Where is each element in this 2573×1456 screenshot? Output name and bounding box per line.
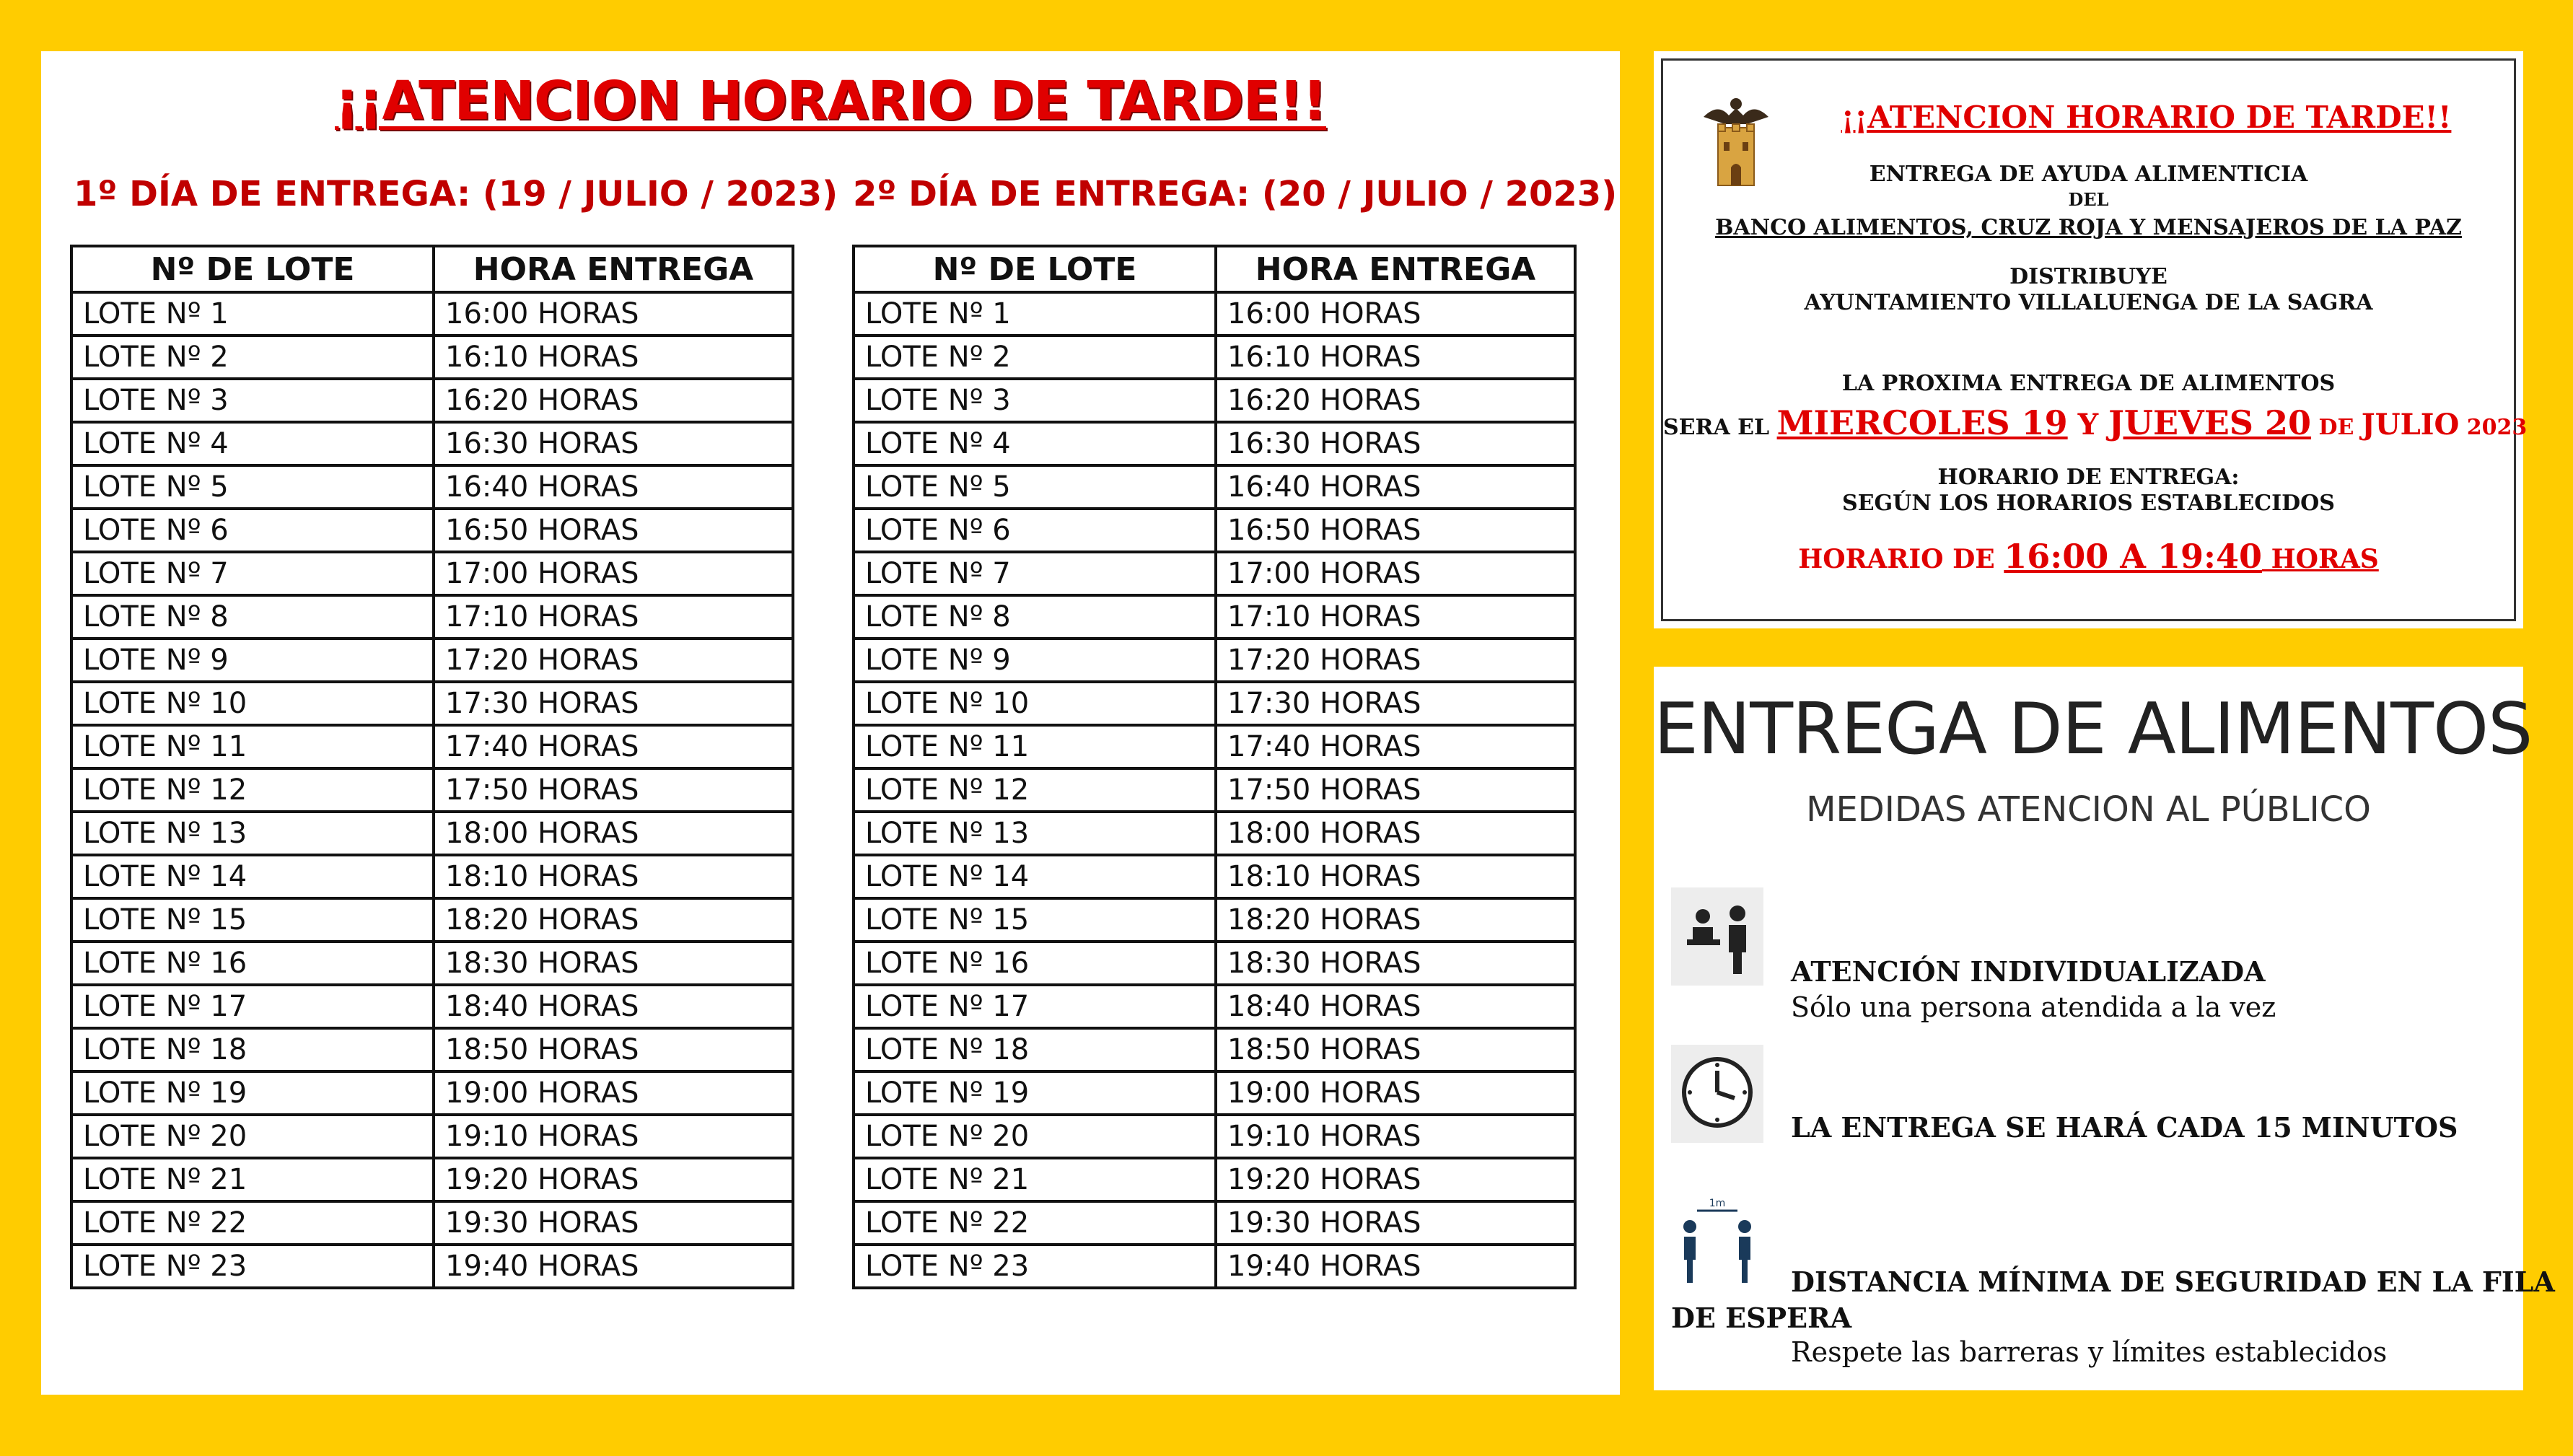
lote-cell: LOTE Nº 22 (854, 1201, 1216, 1245)
table-row (71, 812, 793, 855)
hora-cell: 19:30 HORAS (434, 1201, 793, 1245)
lote-cell: LOTE Nº 11 (71, 725, 434, 768)
lote-cell: LOTE Nº 21 (71, 1158, 434, 1201)
hora-cell: 17:00 HORAS (1216, 552, 1575, 595)
table-row (854, 422, 1575, 465)
notice-line-del: DEL (2068, 189, 2109, 210)
hora-cell: 18:40 HORAS (434, 985, 793, 1028)
hora-cell: 18:50 HORAS (1216, 1028, 1575, 1071)
hora-cell: 17:00 HORAS (434, 552, 793, 595)
day2-schedule-table (852, 245, 1577, 1289)
distance-icon (1671, 1196, 1763, 1294)
lote-cell: LOTE Nº 19 (854, 1071, 1216, 1115)
table-row (71, 725, 793, 768)
day1-rows (71, 292, 793, 1288)
hora-cell: 16:10 HORAS (434, 336, 793, 379)
lote-cell: LOTE Nº 1 (71, 292, 434, 336)
hora-cell: 17:50 HORAS (1216, 768, 1575, 812)
column-header-lote: Nº DE LOTE (854, 246, 1216, 292)
lote-cell: LOTE Nº 13 (71, 812, 434, 855)
lote-cell: LOTE Nº 6 (854, 509, 1216, 552)
table-row (854, 898, 1575, 942)
lote-cell: LOTE Nº 23 (71, 1245, 434, 1288)
lote-cell: LOTE Nº 18 (71, 1028, 434, 1071)
notice-line-entrega: ENTREGA DE AYUDA ALIMENTICIA (1869, 162, 2308, 187)
table-row (71, 336, 793, 379)
table-row (71, 1071, 793, 1115)
hora-cell: 17:30 HORAS (434, 682, 793, 725)
table-row (71, 465, 793, 509)
hora-cell: 16:50 HORAS (1216, 509, 1575, 552)
lote-cell: LOTE Nº 2 (71, 336, 434, 379)
schedule-panel (41, 51, 1620, 1395)
column-header-lote: Nº DE LOTE (71, 246, 434, 292)
lote-cell: LOTE Nº 10 (854, 682, 1216, 725)
table-row (71, 1115, 793, 1158)
notice-line-organizations: BANCO ALIMENTOS, CRUZ ROJA Y MENSAJEROS DE LA PAZ (1715, 215, 2462, 240)
lote-cell: LOTE Nº 9 (71, 639, 434, 682)
table-row (71, 422, 793, 465)
hora-cell: 16:50 HORAS (434, 509, 793, 552)
table-row (71, 595, 793, 639)
hora-cell: 16:40 HORAS (1216, 465, 1575, 509)
table-row (854, 1201, 1575, 1245)
table-row (854, 1115, 1575, 1158)
measure-distance-text: Respete las barreras y límites establecidos (1791, 1336, 2388, 1368)
lote-cell: LOTE Nº 10 (71, 682, 434, 725)
lote-cell: LOTE Nº 11 (854, 725, 1216, 768)
lote-cell: LOTE Nº 17 (71, 985, 434, 1028)
notice-border (1661, 58, 2528, 621)
individual-attention-icon (1671, 887, 1763, 986)
table-row (854, 812, 1575, 855)
lote-cell: LOTE Nº 21 (854, 1158, 1216, 1201)
lote-cell: LOTE Nº 6 (71, 509, 434, 552)
hora-cell: 17:40 HORAS (1216, 725, 1575, 768)
table-row (71, 682, 793, 725)
lote-cell: LOTE Nº 18 (854, 1028, 1216, 1071)
day2-heading: 2º DÍA DE ENTREGA: (20 / JULIO / 2023) (853, 174, 1618, 214)
column-header-hora: HORA ENTREGA (1216, 246, 1575, 292)
hora-cell: 16:30 HORAS (1216, 422, 1575, 465)
hora-cell: 18:30 HORAS (1216, 942, 1575, 985)
measure-distance-title-line2: DE ESPERA (1671, 1302, 1852, 1334)
table-row (854, 379, 1575, 422)
table-row (854, 292, 1575, 336)
day1-heading: 1º DÍA DE ENTREGA: (19 / JULIO / 2023) (74, 174, 838, 214)
table-row (854, 682, 1575, 725)
table-row (71, 942, 793, 985)
table-row (71, 379, 793, 422)
lote-cell: LOTE Nº 23 (854, 1245, 1216, 1288)
lote-cell: LOTE Nº 1 (854, 292, 1216, 336)
table-row (71, 1158, 793, 1201)
table-row (854, 336, 1575, 379)
table-row (854, 855, 1575, 898)
measure-interval-title: LA ENTREGA SE HARÁ CADA 15 MINUTOS (1791, 1111, 2458, 1144)
notice-date: SERA EL MIERCOLES 19 Y JUEVES 20 DE JULIO 2023 (1663, 403, 2528, 442)
lote-cell: LOTE Nº 20 (71, 1115, 434, 1158)
table-row (71, 552, 793, 595)
hora-cell: 19:00 HORAS (1216, 1071, 1575, 1115)
clock-icon (1671, 1045, 1763, 1143)
hora-cell: 19:10 HORAS (434, 1115, 793, 1158)
lote-cell: LOTE Nº 17 (854, 985, 1216, 1028)
lote-cell: LOTE Nº 22 (71, 1201, 434, 1245)
notice-line-distribuye: DISTRIBUYE (2009, 264, 2167, 289)
hora-cell: 18:10 HORAS (434, 855, 793, 898)
lote-cell: LOTE Nº 8 (71, 595, 434, 639)
table-row (71, 639, 793, 682)
lote-cell: LOTE Nº 15 (854, 898, 1216, 942)
hora-cell: 18:20 HORAS (1216, 898, 1575, 942)
table-row (854, 985, 1575, 1028)
hora-cell: 16:30 HORAS (434, 422, 793, 465)
lote-cell: LOTE Nº 3 (71, 379, 434, 422)
day2-rows (854, 292, 1575, 1288)
hora-cell: 17:10 HORAS (1216, 595, 1575, 639)
lote-cell: LOTE Nº 3 (854, 379, 1216, 422)
hora-cell: 18:50 HORAS (434, 1028, 793, 1071)
table-row (71, 1028, 793, 1071)
schedule-title: ¡¡ATENCION HORARIO DE TARDE!! (335, 70, 1326, 132)
lote-cell: LOTE Nº 15 (71, 898, 434, 942)
hora-cell: 17:10 HORAS (434, 595, 793, 639)
table-row (854, 1158, 1575, 1201)
table-row (854, 639, 1575, 682)
column-header-hora: HORA ENTREGA (434, 246, 793, 292)
table-row (71, 1201, 793, 1245)
hora-cell: 19:20 HORAS (1216, 1158, 1575, 1201)
lote-cell: LOTE Nº 12 (71, 768, 434, 812)
lote-cell: LOTE Nº 19 (71, 1071, 434, 1115)
lote-cell: LOTE Nº 7 (854, 552, 1216, 595)
hora-cell: 19:10 HORAS (1216, 1115, 1575, 1158)
lote-cell: LOTE Nº 4 (854, 422, 1216, 465)
lote-cell: LOTE Nº 13 (854, 812, 1216, 855)
hora-cell: 17:40 HORAS (434, 725, 793, 768)
hora-cell: 18:00 HORAS (434, 812, 793, 855)
lote-cell: LOTE Nº 14 (854, 855, 1216, 898)
hora-cell: 17:20 HORAS (1216, 639, 1575, 682)
day1-schedule-table (70, 245, 794, 1289)
table-row (71, 1245, 793, 1288)
lote-cell: LOTE Nº 8 (854, 595, 1216, 639)
table-row (854, 509, 1575, 552)
hora-cell: 19:30 HORAS (1216, 1201, 1575, 1245)
hora-cell: 18:20 HORAS (434, 898, 793, 942)
hora-cell: 17:50 HORAS (434, 768, 793, 812)
lote-cell: LOTE Nº 20 (854, 1115, 1216, 1158)
hora-cell: 16:00 HORAS (1216, 292, 1575, 336)
measure-individual-title: ATENCIÓN INDIVIDUALIZADA (1791, 955, 2266, 988)
measures-title: ENTREGA DE ALIMENTOS (1654, 688, 2533, 771)
hora-cell: 18:00 HORAS (1216, 812, 1575, 855)
lote-cell: LOTE Nº 16 (854, 942, 1216, 985)
table-row (854, 1245, 1575, 1288)
lote-cell: LOTE Nº 16 (71, 942, 434, 985)
table-row (854, 595, 1575, 639)
measures-panel (1654, 667, 2555, 1390)
hora-cell: 16:00 HORAS (434, 292, 793, 336)
notice-hours: HORARIO DE 16:00 A 19:40 HORAS (1798, 537, 2379, 576)
hora-cell: 19:40 HORAS (434, 1245, 793, 1288)
table-row (71, 985, 793, 1028)
notice-line-segun: SEGÚN LOS HORARIOS ESTABLECIDOS (1842, 491, 2335, 516)
lote-cell: LOTE Nº 14 (71, 855, 434, 898)
hora-cell: 19:20 HORAS (434, 1158, 793, 1201)
table-row (854, 1028, 1575, 1071)
measures-subtitle: MEDIDAS ATENCION AL PÚBLICO (1806, 789, 2371, 830)
notice-line-proxima: LA PROXIMA ENTREGA DE ALIMENTOS (1841, 371, 2336, 396)
table-row (854, 725, 1575, 768)
table-row (854, 1071, 1575, 1115)
lote-cell: LOTE Nº 5 (854, 465, 1216, 509)
lote-cell: LOTE Nº 9 (854, 639, 1216, 682)
lote-cell: LOTE Nº 5 (71, 465, 434, 509)
measure-individual-text: Sólo una persona atendida a la vez (1791, 991, 2276, 1023)
notice-panel (1654, 51, 2528, 628)
table-row (71, 292, 793, 336)
lote-cell: LOTE Nº 2 (854, 336, 1216, 379)
distance-label: 1m (1709, 1198, 1726, 1209)
hora-cell: 16:20 HORAS (1216, 379, 1575, 422)
table-row (854, 465, 1575, 509)
table-row (854, 552, 1575, 595)
lote-cell: LOTE Nº 12 (854, 768, 1216, 812)
hora-cell: 18:10 HORAS (1216, 855, 1575, 898)
table-row (71, 768, 793, 812)
hora-cell: 17:30 HORAS (1216, 682, 1575, 725)
lote-cell: LOTE Nº 4 (71, 422, 434, 465)
hora-cell: 19:40 HORAS (1216, 1245, 1575, 1288)
lote-cell: LOTE Nº 7 (71, 552, 434, 595)
table-row (71, 509, 793, 552)
hora-cell: 16:10 HORAS (1216, 336, 1575, 379)
table-row (71, 855, 793, 898)
notice-title: ¡¡ATENCION HORARIO DE TARDE!! (1841, 100, 2452, 135)
hora-cell: 19:00 HORAS (434, 1071, 793, 1115)
hora-cell: 16:20 HORAS (434, 379, 793, 422)
hora-cell: 17:20 HORAS (434, 639, 793, 682)
hora-cell: 18:30 HORAS (434, 942, 793, 985)
notice-line-ayuntamiento: AYUNTAMIENTO VILLALUENGA DE LA SAGRA (1804, 290, 2373, 315)
hora-cell: 16:40 HORAS (434, 465, 793, 509)
hora-cell: 18:40 HORAS (1216, 985, 1575, 1028)
table-row (854, 942, 1575, 985)
measure-distance-title-line1: DISTANCIA MÍNIMA DE SEGURIDAD EN LA FILA (1791, 1266, 2555, 1298)
notice-line-horario: HORARIO DE ENTREGA: (1937, 465, 2240, 490)
table-row (854, 768, 1575, 812)
table-row (71, 898, 793, 942)
